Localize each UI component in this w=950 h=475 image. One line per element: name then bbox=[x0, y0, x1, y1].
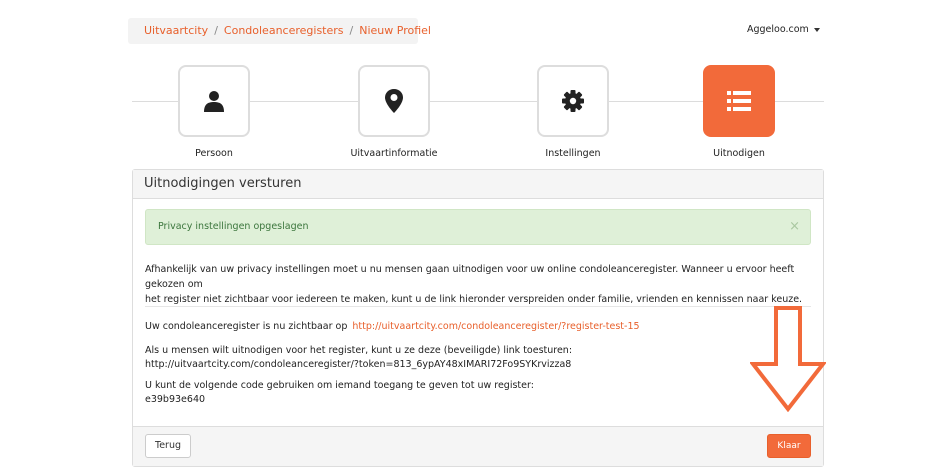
step-label-uitnodigen: Uitnodigen bbox=[713, 148, 765, 159]
invite-link-label: Als u mensen wilt uitnodigen voor het register, kunt u ze deze (beveiligde) link toesturen: bbox=[145, 345, 573, 356]
register-link[interactable]: http://uitvaartcity.com/condoleanceregister/?register-test-15 bbox=[352, 321, 640, 332]
panel-title: Uitnodigingen versturen bbox=[133, 170, 823, 199]
access-code-value: e39b93e640 bbox=[145, 394, 206, 405]
breadcrumb-item-nieuw-profiel[interactable]: Nieuw Profiel bbox=[359, 24, 431, 37]
panel-footer bbox=[133, 426, 823, 466]
intro-text bbox=[145, 262, 811, 307]
breadcrumb-separator: / bbox=[349, 24, 354, 37]
access-code-label: U kunt de volgende code gebruiken om iemand toegang te geven tot uw register: bbox=[145, 380, 534, 391]
user-menu-label: Aggeloo.com bbox=[747, 24, 809, 35]
done-button[interactable]: Klaar bbox=[767, 434, 811, 458]
step-uitnodigen[interactable] bbox=[703, 65, 775, 137]
visible-at-line bbox=[145, 320, 640, 334]
step-uitvaartinformatie[interactable] bbox=[358, 65, 430, 137]
invite-panel bbox=[132, 169, 824, 467]
success-alert bbox=[145, 209, 811, 245]
list-icon bbox=[727, 90, 751, 112]
arrow-down-icon bbox=[750, 306, 826, 412]
breadcrumb-separator: / bbox=[214, 24, 218, 37]
gear-icon bbox=[561, 89, 585, 113]
caret-down-icon bbox=[814, 28, 820, 32]
back-button[interactable]: Terug bbox=[145, 434, 191, 458]
step-label-instellingen: Instellingen bbox=[545, 148, 601, 159]
visible-at-label: Uw condoleanceregister is nu zichtbaar op bbox=[145, 321, 348, 332]
intro-line: Afhankelijk van uw privacy instellingen moet u nu mensen gaan uitnodigen voor uw online condoleanceregister. Wanneer u ervoor heeft gekozen om bbox=[145, 264, 795, 290]
breadcrumb-item-condoleanceregisters[interactable]: Condoleanceregisters bbox=[223, 24, 344, 37]
step-persoon[interactable] bbox=[178, 65, 250, 137]
step-label-persoon: Persoon bbox=[195, 148, 233, 159]
breadcrumb bbox=[128, 18, 431, 44]
map-marker-icon bbox=[384, 88, 404, 114]
alert-message: Privacy instellingen opgeslagen bbox=[158, 221, 309, 232]
user-menu[interactable] bbox=[747, 24, 820, 35]
divider bbox=[145, 306, 811, 307]
step-label-uitvaartinformatie: Uitvaartinformatie bbox=[350, 148, 438, 159]
intro-line: het register niet zichtbaar voor iedereen te maken, kunt u de link hieronder verspreiden onder familie, vrienden en kennissen naar keuze. bbox=[145, 294, 803, 305]
breadcrumb-item-uitvaartcity[interactable]: Uitvaartcity bbox=[144, 24, 209, 37]
step-instellingen[interactable] bbox=[537, 65, 609, 137]
invite-link-value: http://uitvaartcity.com/condoleanceregister/?token=813_6ypAY48xIMARI72Fo9SYKrvizza8 bbox=[145, 359, 572, 370]
close-icon[interactable]: × bbox=[789, 219, 800, 234]
person-icon bbox=[202, 89, 226, 113]
